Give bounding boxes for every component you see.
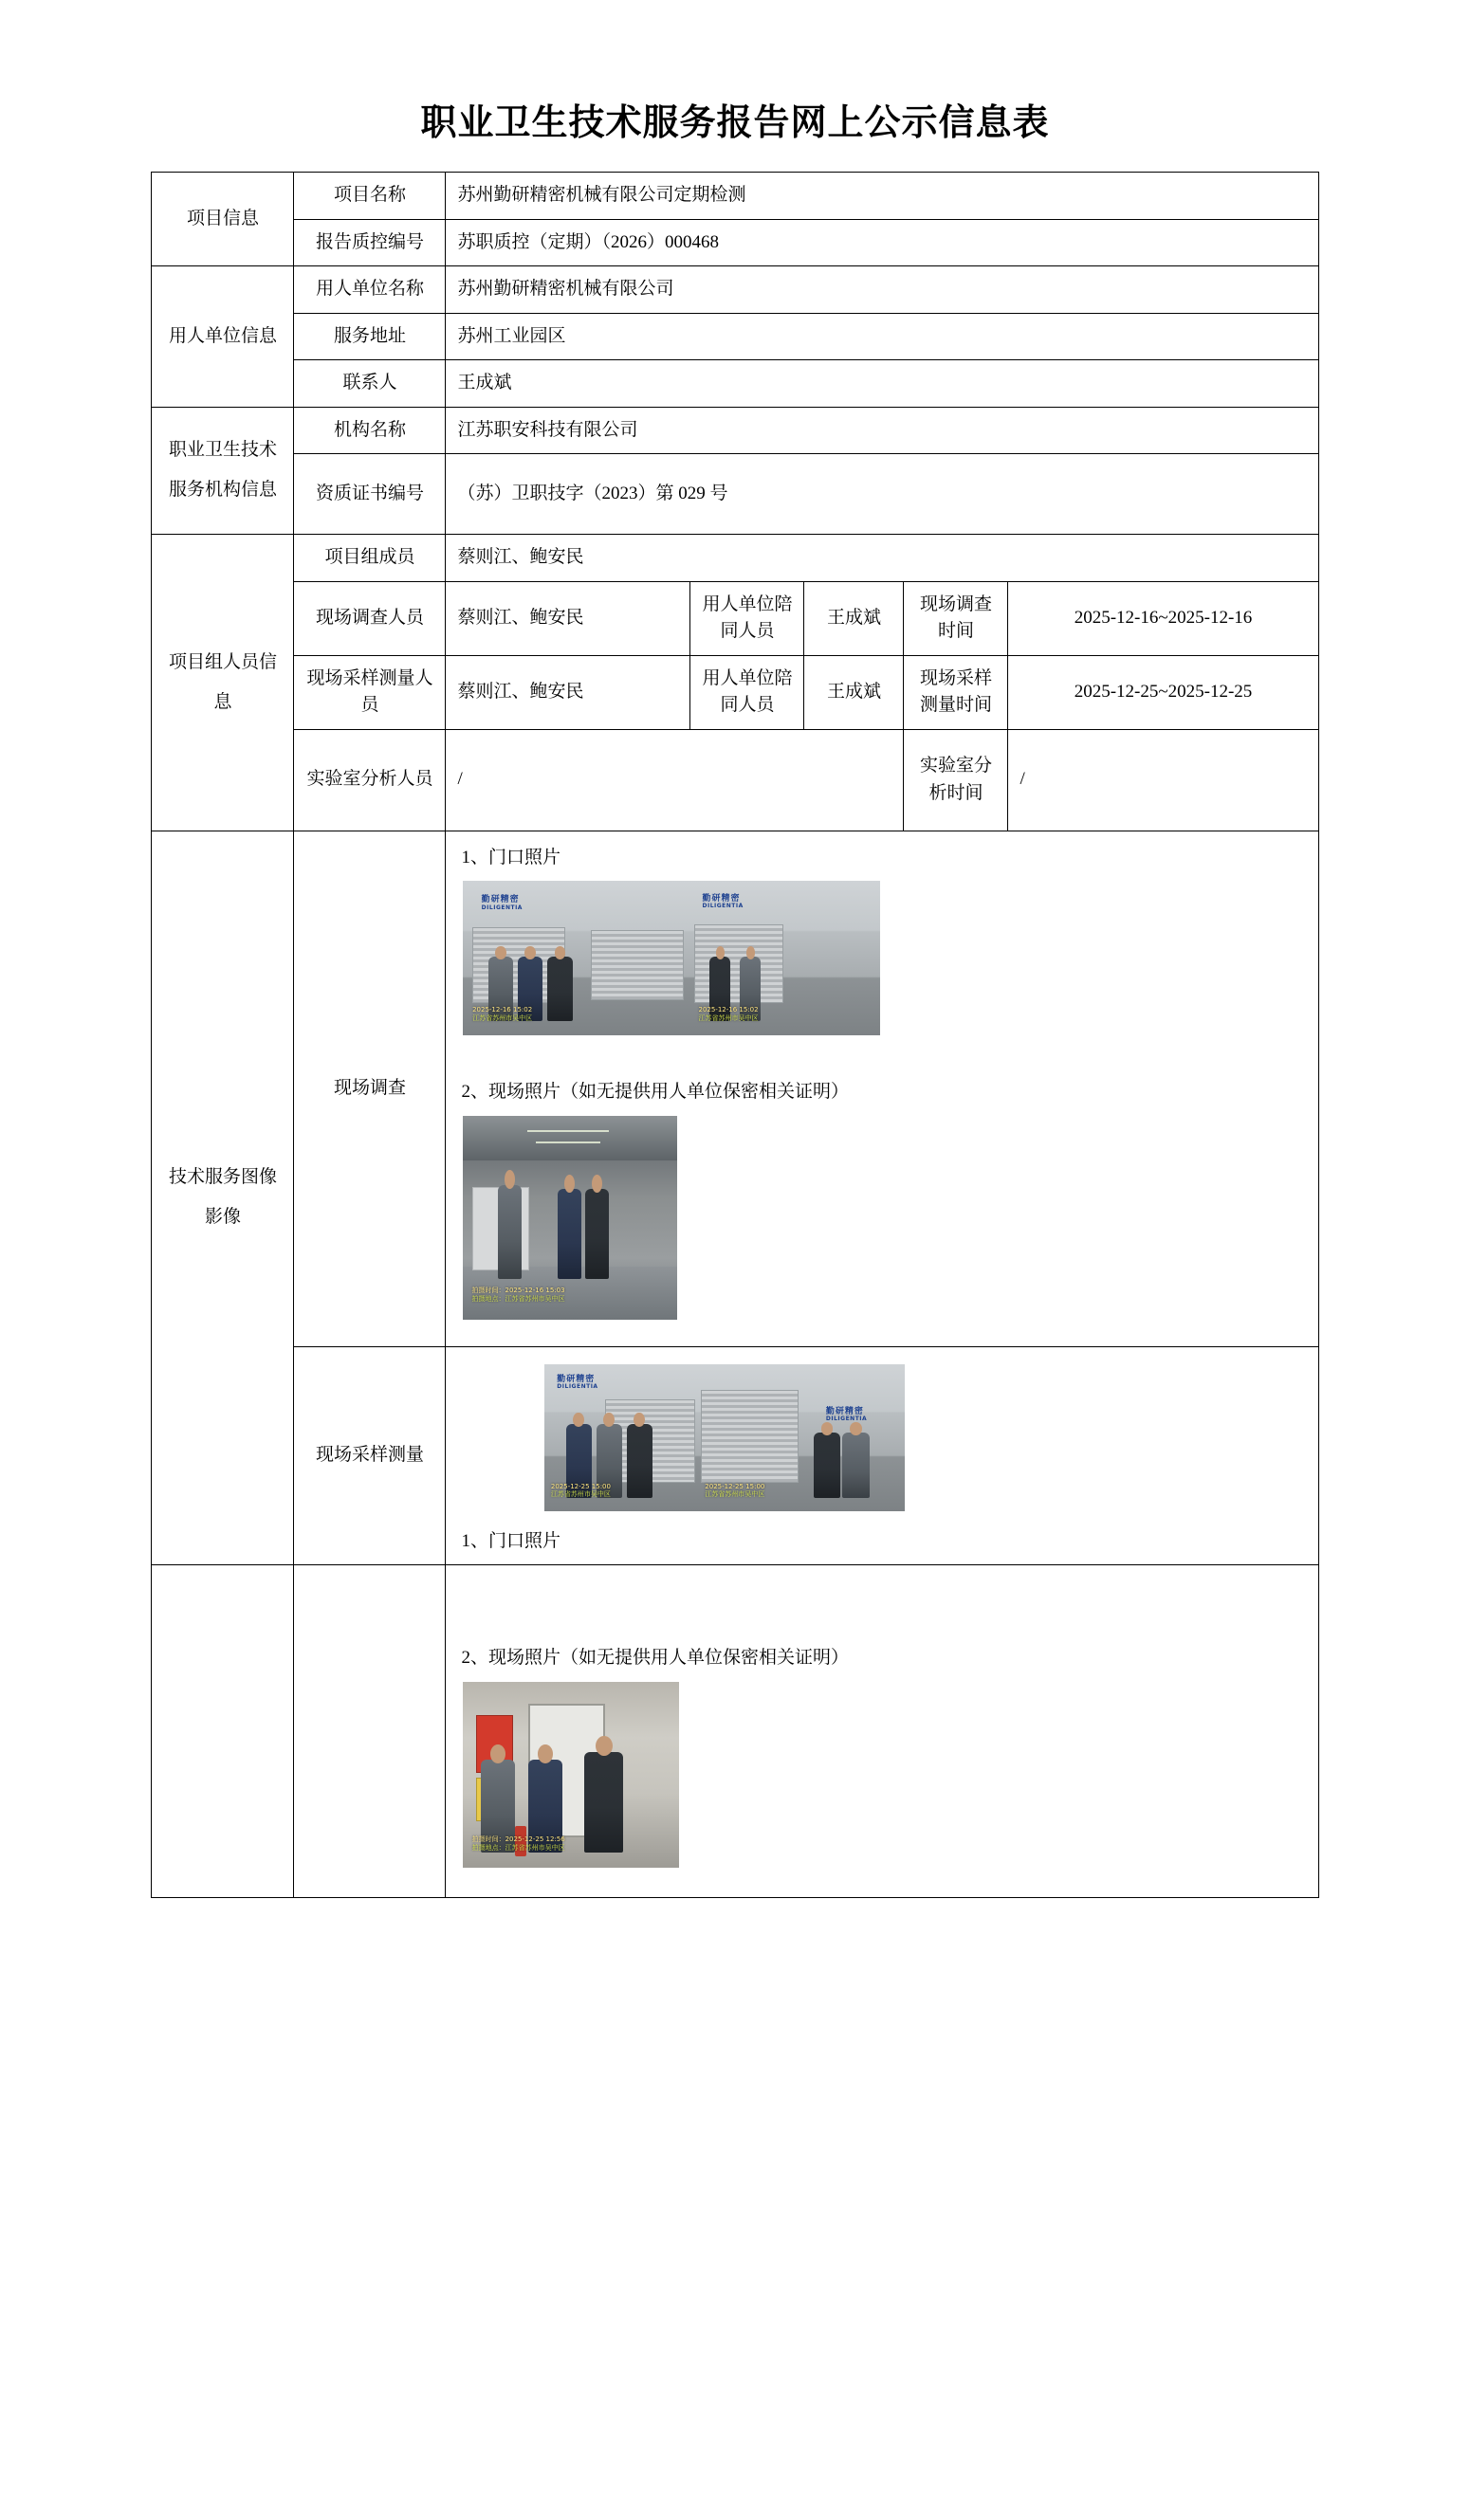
photo-stamp-gate-left: 2025-12-16 15:02 江苏省苏州市吴中区 [472,1006,533,1023]
field-label-lab-staff: 实验室分析人员 [294,729,446,831]
field-value-contact-person: 王成斌 [446,360,1318,408]
field-value-license-number: （苏）卫职技字（2023）第 029 号 [446,454,1318,535]
media-cell-sampling [446,1346,1318,1565]
photo-sign-sampling-left: 勤研精密 DILIGENTIA [557,1374,598,1391]
photo-inside-sampling [463,1682,679,1868]
photo-inside-survey [463,1116,677,1320]
caption-site-photo-sampling: 2、现场照片（如无提供用人单位保密相关证明） [461,1648,849,1668]
subsection-label-sampling: 现场采样测量 [294,1346,446,1565]
field-value-sampling-accompany: 王成斌 [804,655,904,729]
field-value-lab-staff: / [446,729,904,831]
field-label-service-address: 服务地址 [294,313,446,360]
field-label-sampling-accompany: 用人单位陪同人员 [690,655,804,729]
field-value-service-address: 苏州工业园区 [446,313,1318,360]
field-value-survey-staff: 蔡则江、鲍安民 [446,581,690,655]
field-value-employer-name: 苏州勤研精密机械有限公司 [446,266,1318,314]
field-value-sampling-staff: 蔡则江、鲍安民 [446,655,690,729]
photo-group-inside-survey [463,1116,1306,1320]
photo-gate-left [463,881,690,1035]
field-value-report-qc-number: 苏职质控（定期）（2026）000468 [446,219,1318,266]
field-label-survey-accompany: 用人单位陪同人员 [690,581,804,655]
field-label-agency-name: 机构名称 [294,407,446,454]
field-label-team-members: 项目组成员 [294,535,446,582]
photo-stamp-inside-survey: 拍摄时间：2025-12-16 15:03 拍摄地点：江苏省苏州市吴中区 [471,1286,565,1303]
photo-stamp-sampling-right: 2025-12-25 15:00 江苏省苏州市吴中区 [705,1482,765,1499]
field-label-contact-person: 联系人 [294,360,446,408]
field-label-sampling-staff: 现场采样测量人员 [294,655,446,729]
field-value-agency-name: 江苏职安科技有限公司 [446,407,1318,454]
photo-group-gate-survey [463,881,1306,1035]
document-page [0,93,1470,2520]
media-cell-survey [446,831,1318,1346]
photo-stamp-sampling-left: 2025-12-25 15:00 江苏省苏州市吴中区 [550,1482,611,1499]
public-disclosure-table [151,172,1318,1898]
media-cell-sampling-site [446,1565,1318,1898]
photo-sign-sampling-right: 勤研精密 DILIGENTIA [825,1407,868,1423]
field-label-employer-name: 用人单位名称 [294,266,446,314]
field-label-report-qc-number: 报告质控编号 [294,219,446,266]
section-label-team-info: 项目组人员信息 [152,535,294,831]
table-row [152,454,1318,535]
subsection-label-continued [294,1565,446,1898]
table-row [152,219,1318,266]
table-row [152,655,1318,729]
photo-group-inside-sampling [463,1682,1306,1868]
photo-sign-left: 勤研精密 DILIGENTIA [481,895,523,911]
section-label-employer-info: 用人单位信息 [152,266,294,408]
photo-gate-sampling-left [544,1364,696,1511]
table-row [152,407,1318,454]
section-label-project-info: 项目信息 [152,173,294,266]
field-value-project-name: 苏州勤研精密机械有限公司定期检测 [446,173,1318,220]
photo-stamp-gate-right: 2025-12-16 15:02 江苏省苏州市吴中区 [698,1006,759,1023]
field-label-project-name: 项目名称 [294,173,446,220]
section-label-agency-info: 职业卫生技术服务机构信息 [152,407,294,535]
photo-stamp-inside-sampling: 拍摄时间：2025-12-25 12:56 拍摄地点：江苏省苏州市吴中区 [471,1835,565,1853]
table-row [152,831,1318,1346]
caption-gate-photo-survey: 1、门口照片 [461,847,560,867]
caption-gate-photo-sampling: 1、门口照片 [461,1530,560,1551]
photo-sign-right: 勤研精密 DILIGENTIA [702,893,744,910]
caption-site-photo-survey: 2、现场照片（如无提供用人单位保密相关证明） [461,1082,849,1102]
field-label-survey-staff: 现场调查人员 [294,581,446,655]
field-value-survey-time: 2025-12-16~2025-12-16 [1008,581,1318,655]
section-label-media-continued [152,1565,294,1898]
table-row [152,313,1318,360]
field-value-lab-time: / [1008,729,1318,831]
table-row [152,535,1318,582]
table-row [152,729,1318,831]
table-row [152,1346,1318,1565]
photo-gate-sampling-right [696,1364,905,1511]
photo-gate-right [690,881,880,1035]
field-label-lab-time: 实验室分析时间 [904,729,1008,831]
field-label-survey-time: 现场调查时间 [904,581,1008,655]
photo-group-gate-sampling [544,1364,1306,1511]
field-value-team-members: 蔡则江、鲍安民 [446,535,1318,582]
table-row [152,1565,1318,1898]
field-value-survey-accompany: 王成斌 [804,581,904,655]
section-label-media: 技术服务图像影像 [152,831,294,1565]
table-row [152,266,1318,314]
field-label-license-number: 资质证书编号 [294,454,446,535]
table-row [152,581,1318,655]
subsection-label-survey: 现场调查 [294,831,446,1346]
table-row [152,173,1318,220]
field-label-sampling-time: 现场采样测量时间 [904,655,1008,729]
table-row [152,360,1318,408]
page-title: 职业卫生技术服务报告网上公示信息表 [420,103,1050,143]
field-value-sampling-time: 2025-12-25~2025-12-25 [1008,655,1318,729]
